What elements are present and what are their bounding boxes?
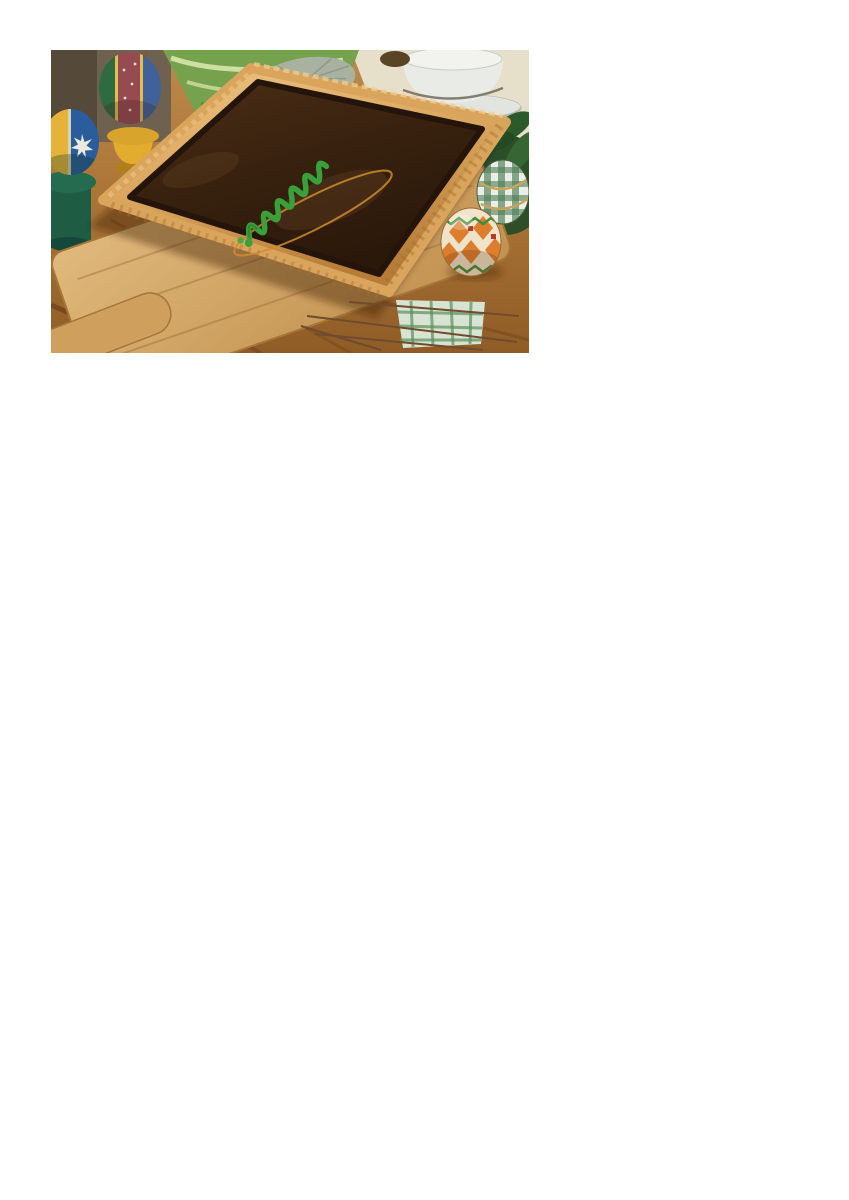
recipe-content — [51, 50, 811, 373]
recipe-photo — [51, 50, 529, 353]
recipe-photo-illustration — [51, 50, 529, 353]
